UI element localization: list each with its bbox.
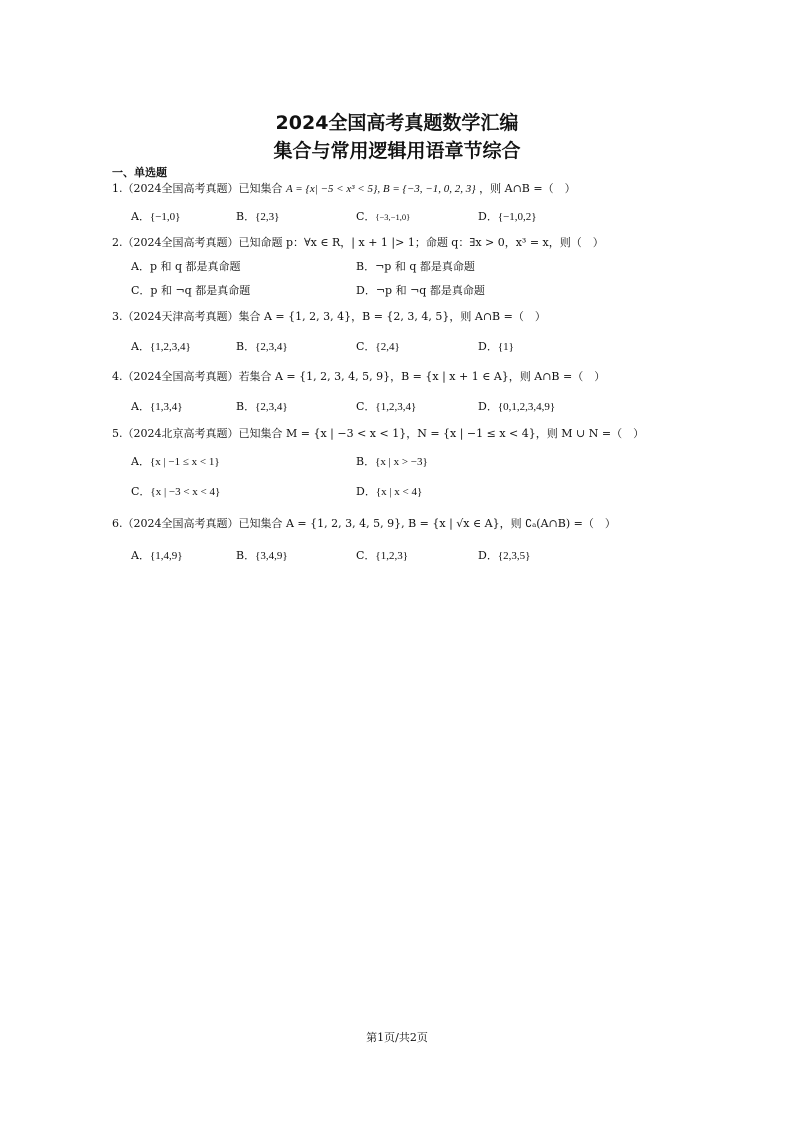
- question-6: 6.（2024全国高考真题）已知集合 A = {1, 2, 3, 4, 5, 9}, B = {x | √x ∈ A}，则 ∁ₐ(A∩B) =（ ）: [112, 517, 616, 530]
- section-heading: 一、单选题: [112, 166, 167, 179]
- q2-option-d: D．¬p 和 ¬q 都是真命题: [356, 284, 485, 297]
- q2-option-c: C．p 和 ¬q 都是真命题: [131, 284, 251, 297]
- q4-option-a: A．{1,3,4}: [131, 400, 183, 413]
- q3-option-a: A．{1,2,3,4}: [131, 340, 191, 353]
- document-title: 2024全国高考真题数学汇编: [275, 112, 519, 134]
- question-3: 3.（2024天津高考真题）集合 A = {1, 2, 3, 4}，B = {2, 3, 4, 5}，则 A∩B =（ ）: [112, 310, 546, 323]
- q5-option-d: D．{x | x < 4}: [356, 485, 423, 498]
- document-subtitle: 集合与常用逻辑用语章节综合: [273, 140, 521, 162]
- q2-option-b: B．¬p 和 q 都是真命题: [356, 260, 475, 273]
- question-1: [112, 180, 576, 196]
- q1-option-c: C．{−3,−1,0}: [356, 210, 411, 223]
- q1-option-d: D．{−1,0,2}: [478, 210, 537, 223]
- question-5: 5.（2024北京高考真题）已知集合 M = {x | −3 < x < 1}，N = {x | −1 ≤ x < 4}，则 M ∪ N =（ ）: [112, 427, 645, 440]
- q6-option-a: A．{1,4,9}: [131, 549, 183, 562]
- page-footer: 第1页/共2页: [366, 1031, 428, 1044]
- q5-option-a: A．{x | −1 ≤ x < 1}: [131, 455, 220, 468]
- q6-option-c: C．{1,2,3}: [356, 549, 408, 562]
- q3-option-b: B．{2,3,4}: [236, 340, 288, 353]
- q4-option-b: B．{2,3,4}: [236, 400, 288, 413]
- question-1-suffix: ，则 A∩B =（ ）: [479, 182, 576, 195]
- q3-option-c: C．{2,4}: [356, 340, 400, 353]
- q5-option-c: C．{x | −3 < x < 4}: [131, 485, 221, 498]
- q3-option-d: D．{1}: [478, 340, 514, 353]
- q4-option-d: D．{0,1,2,3,4,9}: [478, 400, 556, 413]
- question-2: 2.（2024全国高考真题）已知命题 p：∀x ∈ R，| x + 1 |> 1；命题 q：∃x > 0，x³ = x，则（ ）: [112, 236, 604, 249]
- q4-option-c: C．{1,2,3,4}: [356, 400, 417, 413]
- q2-option-a: A．p 和 q 都是真命题: [131, 260, 241, 273]
- question-1-math: A = {x| −5 < x³ < 5}, B = {−3, −1, 0, 2, 3}: [286, 183, 476, 195]
- q6-option-b: B．{3,4,9}: [236, 549, 288, 562]
- q5-option-b: B．{x | x > −3}: [356, 455, 428, 468]
- question-4: 4.（2024全国高考真题）若集合 A = {1, 2, 3, 4, 5, 9}，B = {x | x + 1 ∈ A}，则 A∩B =（ ）: [112, 370, 606, 383]
- question-1-prefix: 1.（2024全国高考真题）已知集合: [112, 182, 283, 195]
- q1-option-a: A．{−1,0}: [131, 210, 181, 223]
- q6-option-d: D．{2,3,5}: [478, 549, 531, 562]
- q1-option-b: B．{2,3}: [236, 210, 280, 223]
